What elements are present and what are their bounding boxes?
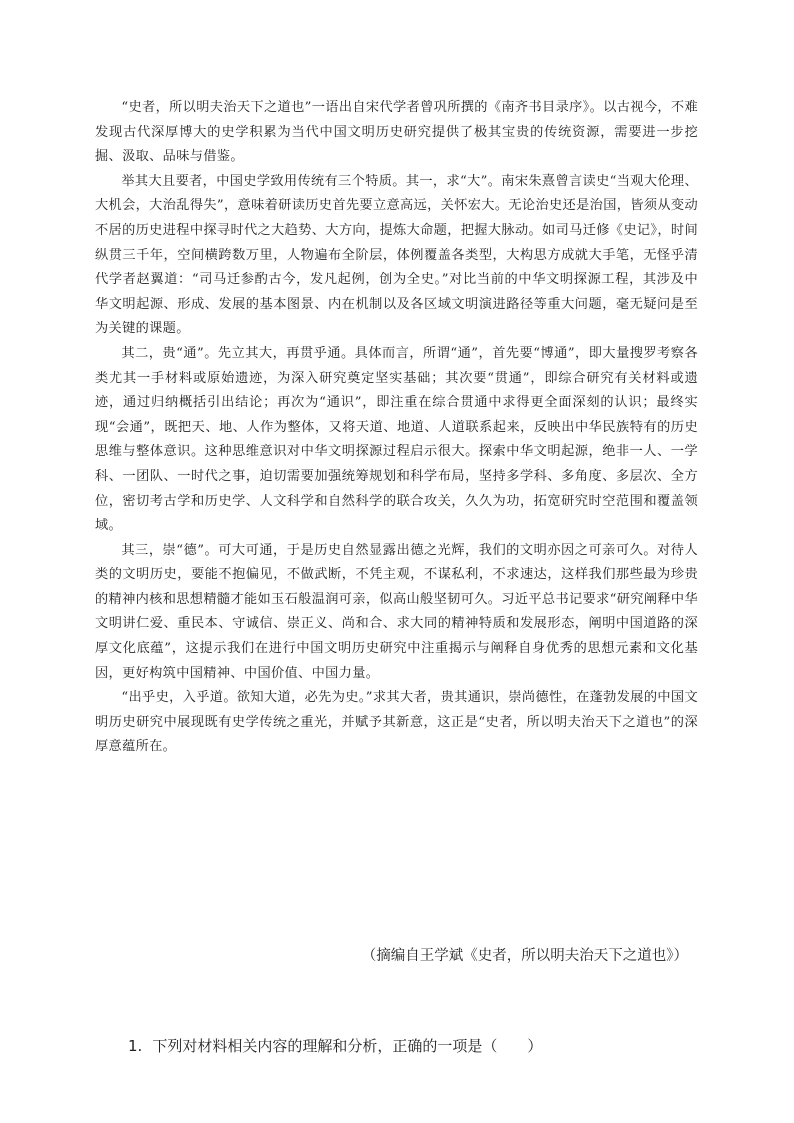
question-text: 下列对材料相关内容的理解和分析，正确的一项是（ ）	[152, 1037, 543, 1055]
article-paragraph-2: 举其大且要者，中国史学致用传统有三个特质。其一，求“大”。南宋朱熹曾言读史“当观大伦理、大机会，大治乱得失”，意味着研读历史首先要立意高远，关怀宏大。无论治史还是治国，皆须从变动不居的历史进程中探寻时代之大趋势、大方向，提炼大命题，把握大脉动。如司马迁修《史记》，时间纵贯三千年，空间横跨数万里，人物遍布全阶层，体例覆盖各类型，大构思方成就大手笔，无怪乎清代学者赵翼道：“司马迁参酌古今，发凡起例，创为全史。”对比当前的中华文明探源工程，其涉及中华文明起源、形成、发展的基本图景、内在机制以及各区域文明演进路径等重大问题，毫无疑问是至为关键的课题。	[95, 173, 698, 337]
article-body	[95, 96, 698, 760]
article-source-citation: （摘编自王学斌《史者，所以明夫治天下之道也》）	[361, 948, 688, 964]
article-paragraph-5: “出乎史，入乎道。欲知大道，必先为史。”求其大者，贵其通识，崇尚德性，在蓬勃发展的中国文明历史研究中展现既有史学传统之重光，并赋予其新意，这正是“史者，所以明夫治天下之道也”的深厚意蕴所在。	[95, 690, 698, 755]
question-number: 1.	[128, 1037, 143, 1055]
article-paragraph-4: 其三，崇“德”。可大可通，于是历史自然显露出德之光辉，我们的文明亦因之可亲可久。对待人类的文明历史，要能不抱偏见，不做武断，不凭主观，不谋私利，不求速达，这样我们那些最为珍贵的精神内核和思想精髓才能如玉石般温润可亲，似高山般坚韧可久。习近平总书记要求“研究阐释中华文明讲仁爱、重民本、守诚信、崇正义、尚和合、求大同的精神特质和发展形态，阐明中国道路的深厚文化底蕴”，这提示我们在进行中国文明历史研究中注重揭示与阐释自身优秀的思想元素和文化基因，更好构筑中国精神、中国价值、中国力量。	[95, 542, 698, 681]
article-paragraph-3: 其二，贵“通”。先立其大，再贯乎通。具体而言，所谓“通”，首先要“博通”，即大量搜罗考察各类尤其一手材料或原始遗迹，为深入研究奠定坚实基础；其次要“贯通”，即综合研究有关材料或遗迹，通过归纳概括引出结论；再次为“通识”，即注重在综合贯通中求得更全面深刻的认识；最终实现“会通”，既把天、地、人作为整体，又将天道、地道、人道联系起来，反映出中华民族特有的历史思维与整体意识。这种思维意识对中华文明探源过程启示很大。探索中华文明起源，绝非一人、一学科、一团队、一时代之事，迫切需要加强统筹规划和科学布局，坚持多学科、多角度、多层次、全方位，密切考古学和历史学、人文科学和自然科学的联合攻关，久久为功，拓宽研究时空范围和覆盖领域。	[95, 345, 698, 534]
question-1	[128, 1034, 542, 1058]
article-paragraph-1: “史者，所以明夫治天下之道也”一语出自宋代学者曾巩所撰的《南齐书目录序》。以古视今，不难发现古代深厚博大的史学积累为当代中国文明历史研究提供了极其宝贵的传统资源，需要进一步挖掘、汲取、品味与借鉴。	[95, 100, 698, 165]
